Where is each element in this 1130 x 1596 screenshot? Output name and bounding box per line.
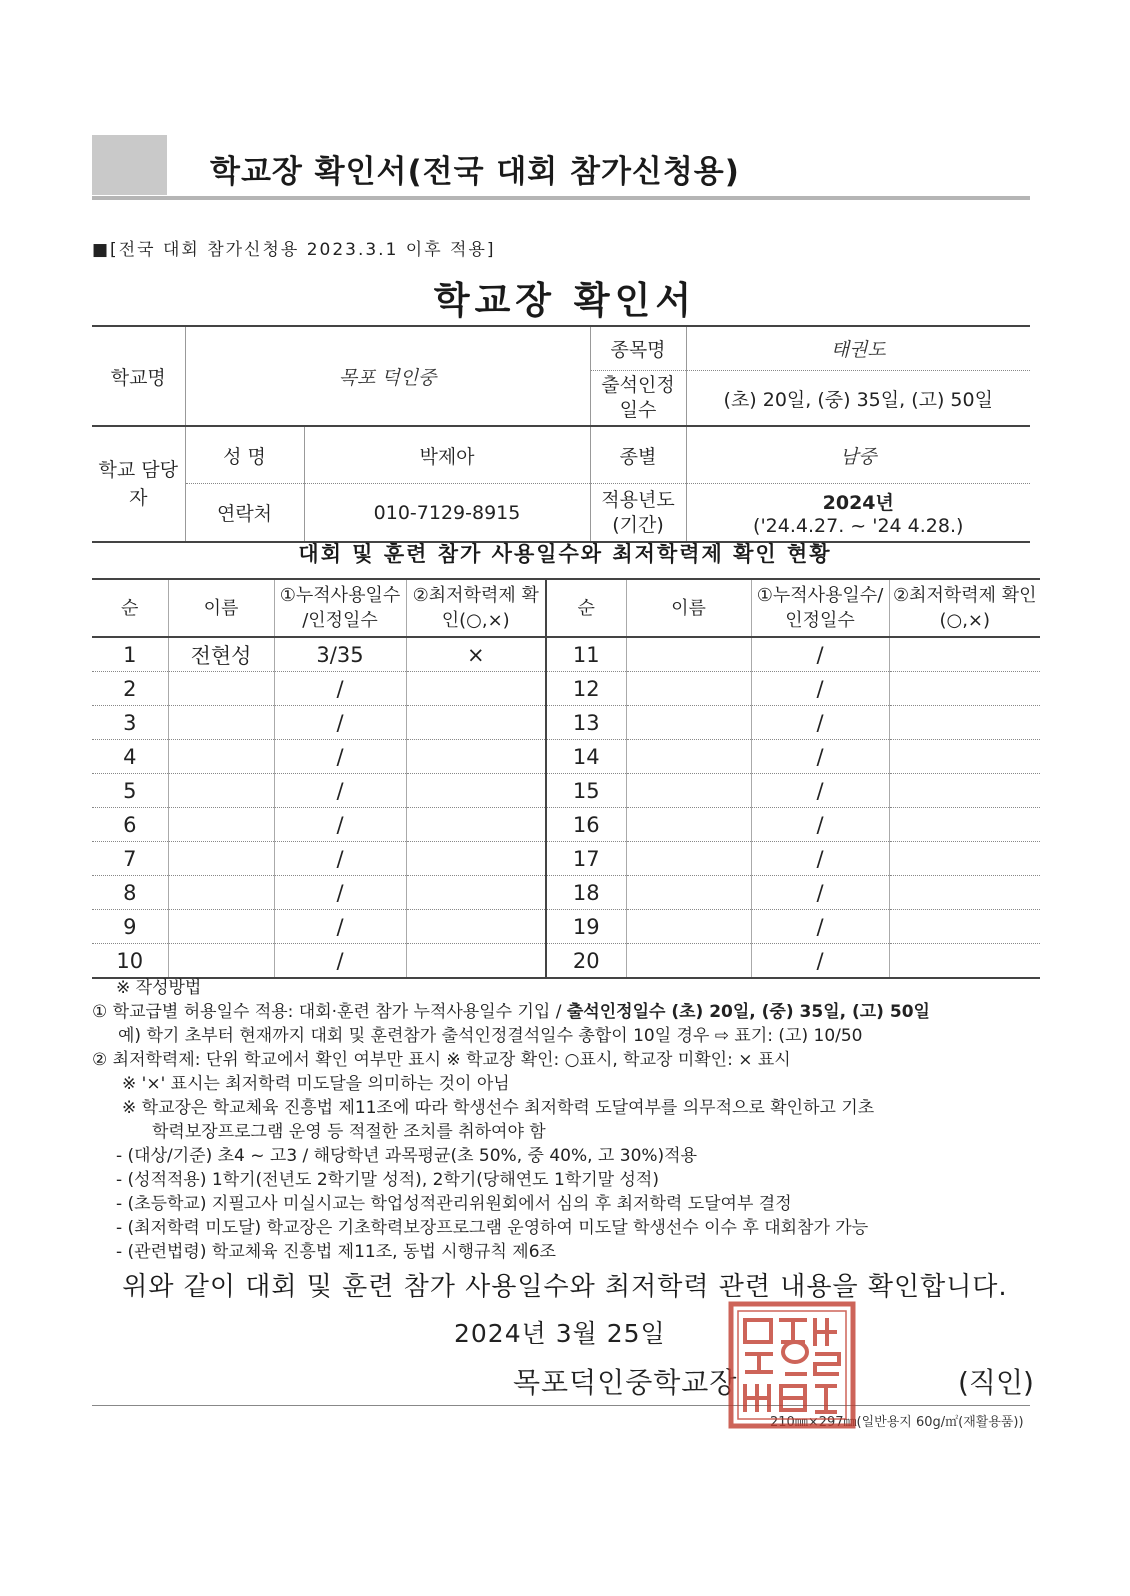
- detail-5: - (관련법령) 학교체육 진흥법 제11조, 동법 시행규칙 제6조: [116, 1242, 556, 1262]
- row-no-right: 17: [546, 842, 626, 876]
- note-2-b2: 학력보장프로그램 운영 등 적절한 조치를 취하여야 함: [152, 1122, 546, 1142]
- row-name-right: [626, 944, 751, 979]
- note-2-b1: ※ 학교장은 학교체육 진흥법 제11조에 따라 학생선수 최저학력 도달여부를 의무적으로 확인하고 기초: [122, 1098, 875, 1118]
- row-no: 6: [92, 808, 168, 842]
- row-no-right: 16: [546, 808, 626, 842]
- row-no: 5: [92, 774, 168, 808]
- row-name-right: [626, 876, 751, 910]
- header-accent-box: [92, 135, 167, 195]
- table-row: [92, 842, 1040, 876]
- row-days-right: /: [751, 672, 889, 706]
- row-check: ×: [406, 637, 546, 672]
- row-check-right: [889, 706, 1040, 740]
- contact-value: 010-7129-8915: [304, 484, 590, 543]
- row-name-right: [626, 774, 751, 808]
- row-no-right: 11: [546, 637, 626, 672]
- info-table: [92, 325, 1030, 543]
- row-check: [406, 842, 546, 876]
- table-row: [92, 910, 1040, 944]
- row-name-right: [626, 637, 751, 672]
- row-days: /: [274, 774, 406, 808]
- row-name: [168, 944, 274, 979]
- bottom-divider: [92, 1405, 1030, 1406]
- notes-heading: ※ 작성방법: [116, 978, 202, 998]
- notes: [92, 976, 1052, 1264]
- official-seal-icon: [727, 1300, 857, 1430]
- row-days-right: /: [751, 876, 889, 910]
- seal-label: (직인): [958, 1366, 1034, 1399]
- table-row: [92, 740, 1040, 774]
- school-label: 학교명: [92, 326, 185, 426]
- row-check: [406, 740, 546, 774]
- note-1-bold: 출석인정일수 (초) 20일, (중) 35일, (고) 50일: [566, 1002, 930, 1022]
- note-1: [92, 1000, 1052, 1024]
- note-2-a: ※ '×' 표시는 최저학력 미도달을 의미하는 것이 아님: [122, 1074, 510, 1094]
- note-1-example: 예) 학기 초부터 현재까지 대회 및 훈련참가 출석인정결석일수 총합이 10일 경우 ⇨ 표기: (고) 10/50: [118, 1026, 863, 1046]
- row-no: 1: [92, 637, 168, 672]
- col-name: 이름: [168, 579, 274, 637]
- row-check-right: [889, 944, 1040, 979]
- row-name: [168, 910, 274, 944]
- row-days: /: [274, 876, 406, 910]
- row-days-right: /: [751, 808, 889, 842]
- row-no-right: 18: [546, 876, 626, 910]
- row-check-right: [889, 842, 1040, 876]
- row-check: [406, 672, 546, 706]
- row-name: [168, 740, 274, 774]
- table-row: [92, 706, 1040, 740]
- col-no-right: 순: [546, 579, 626, 637]
- row-days: /: [274, 842, 406, 876]
- table-row: [92, 944, 1040, 979]
- row-no-right: 14: [546, 740, 626, 774]
- row-days: /: [274, 740, 406, 774]
- row-days: /: [274, 910, 406, 944]
- row-check-right: [889, 876, 1040, 910]
- note-1-text: ① 학교급별 허용일수 적용: 대회·훈련 참가 누적사용일수 기입 /: [92, 1002, 567, 1022]
- row-no: 2: [92, 672, 168, 706]
- row-no: 10: [92, 944, 168, 979]
- manager-label: 학교 담당자: [92, 426, 185, 542]
- row-check: [406, 808, 546, 842]
- header-title: 학교장 확인서(전국 대회 참가신청용): [210, 154, 740, 190]
- table-row: [92, 808, 1040, 842]
- row-days: /: [274, 706, 406, 740]
- notice-text: ■[전국 대회 참가신청용 2023.3.1 이후 적용]: [92, 240, 496, 260]
- row-name: [168, 672, 274, 706]
- row-no: 4: [92, 740, 168, 774]
- confirm-statement: 위와 같이 대회 및 훈련 참가 사용일수와 최저학력 관련 내용을 확인합니다.: [122, 1272, 1008, 1302]
- row-name-right: [626, 842, 751, 876]
- name-label: 성 명: [185, 426, 304, 484]
- contact-label: 연락처: [185, 484, 304, 543]
- col-check-right: ②최저학력제 확인(○,×): [889, 579, 1040, 637]
- row-name-right: [626, 910, 751, 944]
- school-principal: 목포덕인중학교장: [513, 1366, 738, 1399]
- row-days: 3/35: [274, 637, 406, 672]
- row-name: [168, 876, 274, 910]
- row-name-right: [626, 706, 751, 740]
- row-days-right: /: [751, 706, 889, 740]
- table-row: [92, 876, 1040, 910]
- row-days: /: [274, 944, 406, 979]
- header-divider: [92, 196, 1030, 200]
- detail-1: - (대상/기준) 초4 ~ 고3 / 해당학년 과목평균(초 50%, 중 40%, 고 30%)적용: [116, 1146, 698, 1166]
- row-check-right: [889, 637, 1040, 672]
- issue-date: 2024년 3월 25일: [454, 1319, 666, 1348]
- table-row: [92, 774, 1040, 808]
- row-days-right: /: [751, 842, 889, 876]
- attendance-label: 출석인정 일수: [590, 371, 686, 427]
- attendance-value: (초) 20일, (중) 35일, (고) 50일: [686, 371, 1030, 427]
- row-check: [406, 910, 546, 944]
- row-no: 7: [92, 842, 168, 876]
- row-days: /: [274, 808, 406, 842]
- event-label: 종목명: [590, 326, 686, 371]
- row-days: /: [274, 672, 406, 706]
- row-name: [168, 706, 274, 740]
- detail-2: - (성적적용) 1학기(전년도 2학기말 성적), 2학기(당해연도 1학기말 성적): [116, 1170, 659, 1190]
- row-days-right: /: [751, 637, 889, 672]
- school-value: 목포 덕인중: [185, 326, 590, 426]
- row-no-right: 12: [546, 672, 626, 706]
- row-name: [168, 808, 274, 842]
- row-no: 8: [92, 876, 168, 910]
- row-days-right: /: [751, 944, 889, 979]
- detail-3: - (초등학교) 지필고사 미실시교는 학업성적관리위원회에서 심의 후 최저학력 도달여부 결정: [116, 1194, 792, 1214]
- row-days-right: /: [751, 740, 889, 774]
- section-title: 대회 및 훈련 참가 사용일수와 최저학력제 확인 현황: [298, 542, 832, 566]
- row-check: [406, 706, 546, 740]
- col-check: ②최저학력제 확인(○,×): [406, 579, 546, 637]
- row-check: [406, 944, 546, 979]
- col-days: ①누적사용일수 /인정일수: [274, 579, 406, 637]
- row-check-right: [889, 740, 1040, 774]
- year-label: 적용년도 (기간): [590, 484, 686, 543]
- row-name-right: [626, 808, 751, 842]
- row-check-right: [889, 808, 1040, 842]
- row-check: [406, 774, 546, 808]
- row-name-right: [626, 740, 751, 774]
- col-no: 순: [92, 579, 168, 637]
- row-check: [406, 876, 546, 910]
- row-no-right: 15: [546, 774, 626, 808]
- col-name-right: 이름: [626, 579, 751, 637]
- category-label: 종별: [590, 426, 686, 484]
- event-value: 태권도: [686, 326, 1030, 371]
- row-days-right: /: [751, 910, 889, 944]
- col-days-right: ①누적사용일수/ 인정일수: [751, 579, 889, 637]
- row-check-right: [889, 774, 1040, 808]
- row-no-right: 19: [546, 910, 626, 944]
- year-cell: [686, 484, 1030, 543]
- table-row: [92, 672, 1040, 706]
- name-value: 박제아: [304, 426, 590, 484]
- document-title: 학교장 확인서: [433, 279, 697, 322]
- row-no-right: 13: [546, 706, 626, 740]
- row-name: [168, 842, 274, 876]
- detail-4: - (최저학력 미도달) 학교장은 기초학력보장프로그램 운영하여 미도달 학생선수 이수 후 대회참가 가능: [116, 1218, 869, 1238]
- note-2: ② 최저학력제: 단위 학교에서 확인 여부만 표시 ※ 학교장 확인: ○표시, 학교장 미확인: × 표시: [92, 1050, 791, 1070]
- participants-table: [92, 578, 1040, 979]
- row-no: 9: [92, 910, 168, 944]
- category-value: 남중: [686, 426, 1030, 484]
- row-days-right: /: [751, 774, 889, 808]
- row-name-right: [626, 672, 751, 706]
- year-value: 2024년: [822, 492, 894, 514]
- row-check-right: [889, 672, 1040, 706]
- table-row: [92, 637, 1040, 672]
- row-name: 전현성: [168, 637, 274, 672]
- paper-spec: 210㎜×297㎜(일반용지 60g/㎡(재활용품)): [770, 1415, 1024, 1430]
- period-value: ('24.4.27. ~ '24 4.28.): [753, 515, 964, 537]
- row-check-right: [889, 910, 1040, 944]
- row-name: [168, 774, 274, 808]
- row-no-right: 20: [546, 944, 626, 979]
- row-no: 3: [92, 706, 168, 740]
